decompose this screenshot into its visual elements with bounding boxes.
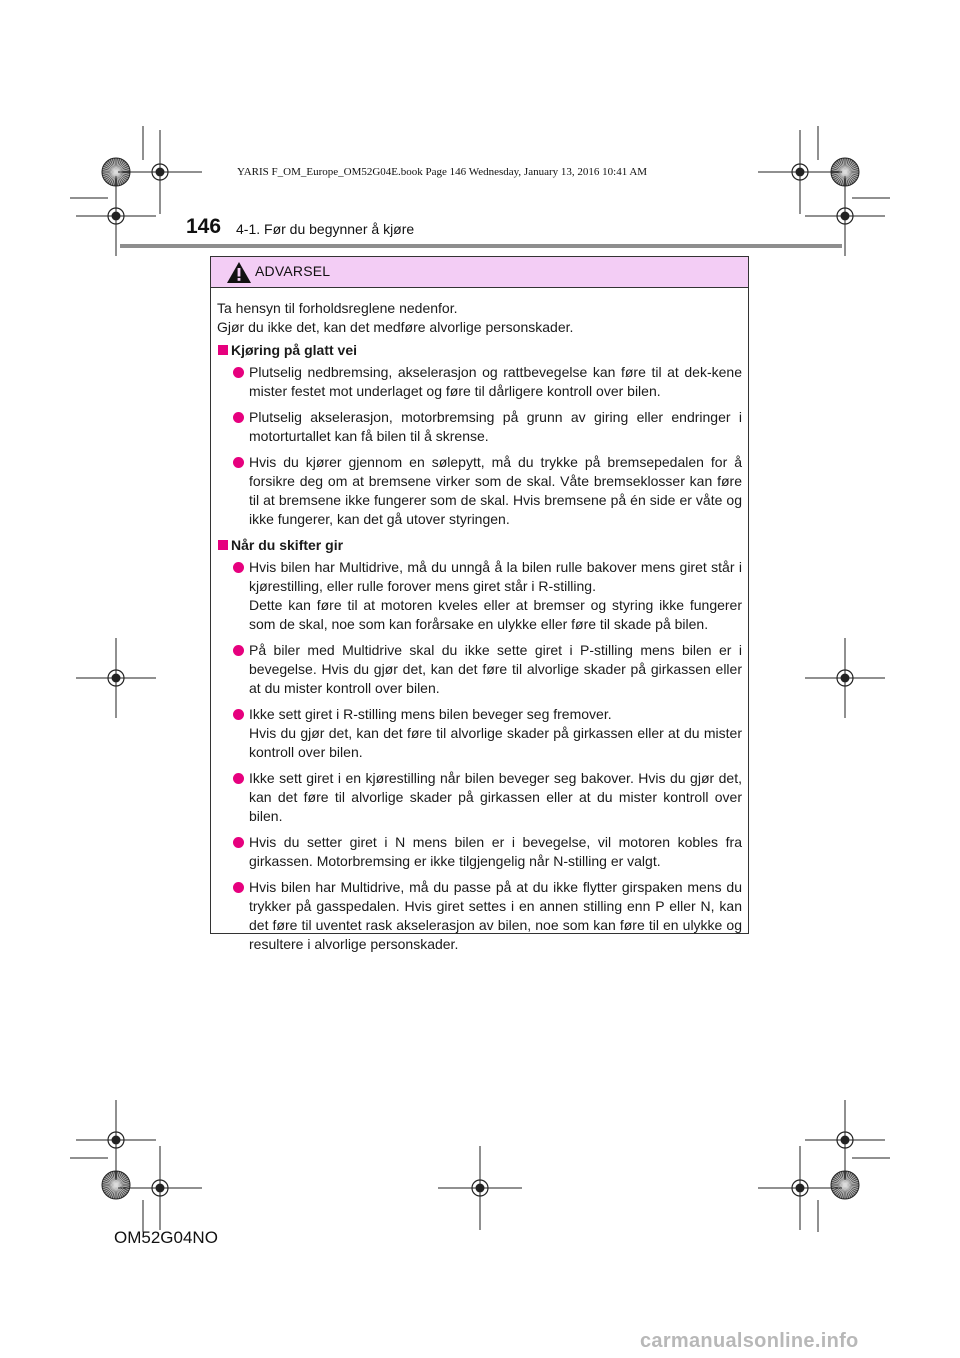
list-item	[217, 558, 742, 634]
list-item	[217, 878, 742, 954]
circle-bullet-icon	[233, 412, 244, 423]
square-bullet-icon	[218, 540, 228, 550]
warning-header	[211, 257, 748, 288]
circle-bullet-icon	[233, 837, 244, 848]
list-item-text: Hvis bilen har Multidrive, må du passe på at du ikke flytter girspaken mens du trykker på gasspedalen. Hvis giret settes i en annen stilling enn P eller N, kan det føre til uventet rask akselerasjon av bilen, noe som kan føre til en ulykke og resultere i alvorlige personskader.	[249, 879, 742, 952]
section-heading	[217, 341, 742, 360]
list-item-text: Hvis du setter giret i N mens bilen er i bevegelse, vil motoren kobles fra girkassen. Motorbremsing er ikke tilgjengelig når N-stilling er valgt.	[249, 834, 742, 869]
circle-bullet-icon	[233, 457, 244, 468]
list-item-text: På biler med Multidrive skal du ikke sette giret i P-stilling mens bilen er i bevegelse. Hvis du gjør det, kan det føre til alvorlige skader på girkassen eller at du mister kontroll over bilen.	[249, 642, 742, 696]
list-item-text: Plutselig nedbremsing, akselerasjon og rattbevegelse kan føre til at dek-kene mister festet mot underlaget og føre til dårligere kontroll over bilen.	[249, 364, 742, 399]
circle-bullet-icon	[233, 773, 244, 784]
circle-bullet-icon	[233, 882, 244, 893]
list-item-text: Dette kan føre til at motoren kveles eller at bremser og styring ikke fungerer som de skal, noe som kan forårsake en ulykke eller føre til skade på bilen.	[249, 597, 742, 632]
document-code: OM52G04NO	[114, 1228, 218, 1247]
section-title: 4-1. Før du begynner å kjøre	[236, 221, 415, 237]
intro-line: Ta hensyn til forholdsreglene nedenfor.	[217, 300, 458, 316]
book-info-line: YARIS F_OM_Europe_OM52G04E.book Page 146 Wednesday, January 13, 2016 10:41 AM	[237, 166, 648, 178]
list-item-text: Plutselig akselerasjon, motorbremsing på grunn av giring eller endringer i motorturtallet kan få bilen til å skrense.	[249, 409, 742, 444]
square-bullet-icon	[218, 345, 228, 355]
list-item	[217, 833, 742, 871]
list-item-text: Hvis du kjører gjennom en sølepytt, må du trykke på bremsepedalen for å forsikre deg om at bremsene virker som de skal. Våte bremseklosser kan føre til at bremsene ikke fungerer som de skal. Hvis bremsene på én side er våte og ikke fungerer, kan det gå utover styringen.	[249, 454, 742, 527]
circle-bullet-icon	[233, 709, 244, 720]
list-item-text: Ikke sett giret i R-stilling mens bilen beveger seg fremover.	[249, 706, 612, 722]
warning-sections	[217, 341, 742, 954]
list-item	[217, 363, 742, 401]
circle-bullet-icon	[233, 562, 244, 573]
warning-title: ADVARSEL	[255, 263, 331, 279]
list-item-text: Hvis bilen har Multidrive, må du unngå å la bilen rulle bakover mens giret står i kjørestilling, eller rulle forover mens giret står i R-stilling.	[249, 559, 742, 594]
intro-line: Gjør du ikke det, kan det medføre alvorlige personskader.	[217, 319, 574, 335]
warning-body	[211, 288, 748, 954]
warning-triangle-icon	[226, 261, 252, 284]
list-item	[217, 705, 742, 762]
watermark: carmanualsonline.info	[640, 1330, 859, 1352]
list-item	[217, 769, 742, 826]
circle-bullet-icon	[233, 645, 244, 656]
warning-intro	[217, 299, 742, 337]
list-item	[217, 408, 742, 446]
list-item-text: Hvis du gjør det, kan det føre til alvorlige skader på girkassen eller at du mister kontroll over bilen.	[249, 725, 742, 760]
circle-bullet-icon	[233, 367, 244, 378]
section-heading-text: Når du skifter gir	[231, 537, 344, 553]
page-number: 146	[186, 215, 222, 238]
section-heading-text: Kjøring på glatt vei	[231, 342, 358, 358]
header-rule	[120, 244, 842, 248]
warning-box	[210, 256, 749, 952]
list-item	[217, 453, 742, 529]
list-item	[217, 641, 742, 698]
section-heading	[217, 536, 742, 555]
list-item-text: Ikke sett giret i en kjørestilling når bilen beveger seg bakover. Hvis du gjør det, kan det føre til alvorlige skader på girkassen eller at du mister kontroll over bilen.	[249, 770, 742, 824]
